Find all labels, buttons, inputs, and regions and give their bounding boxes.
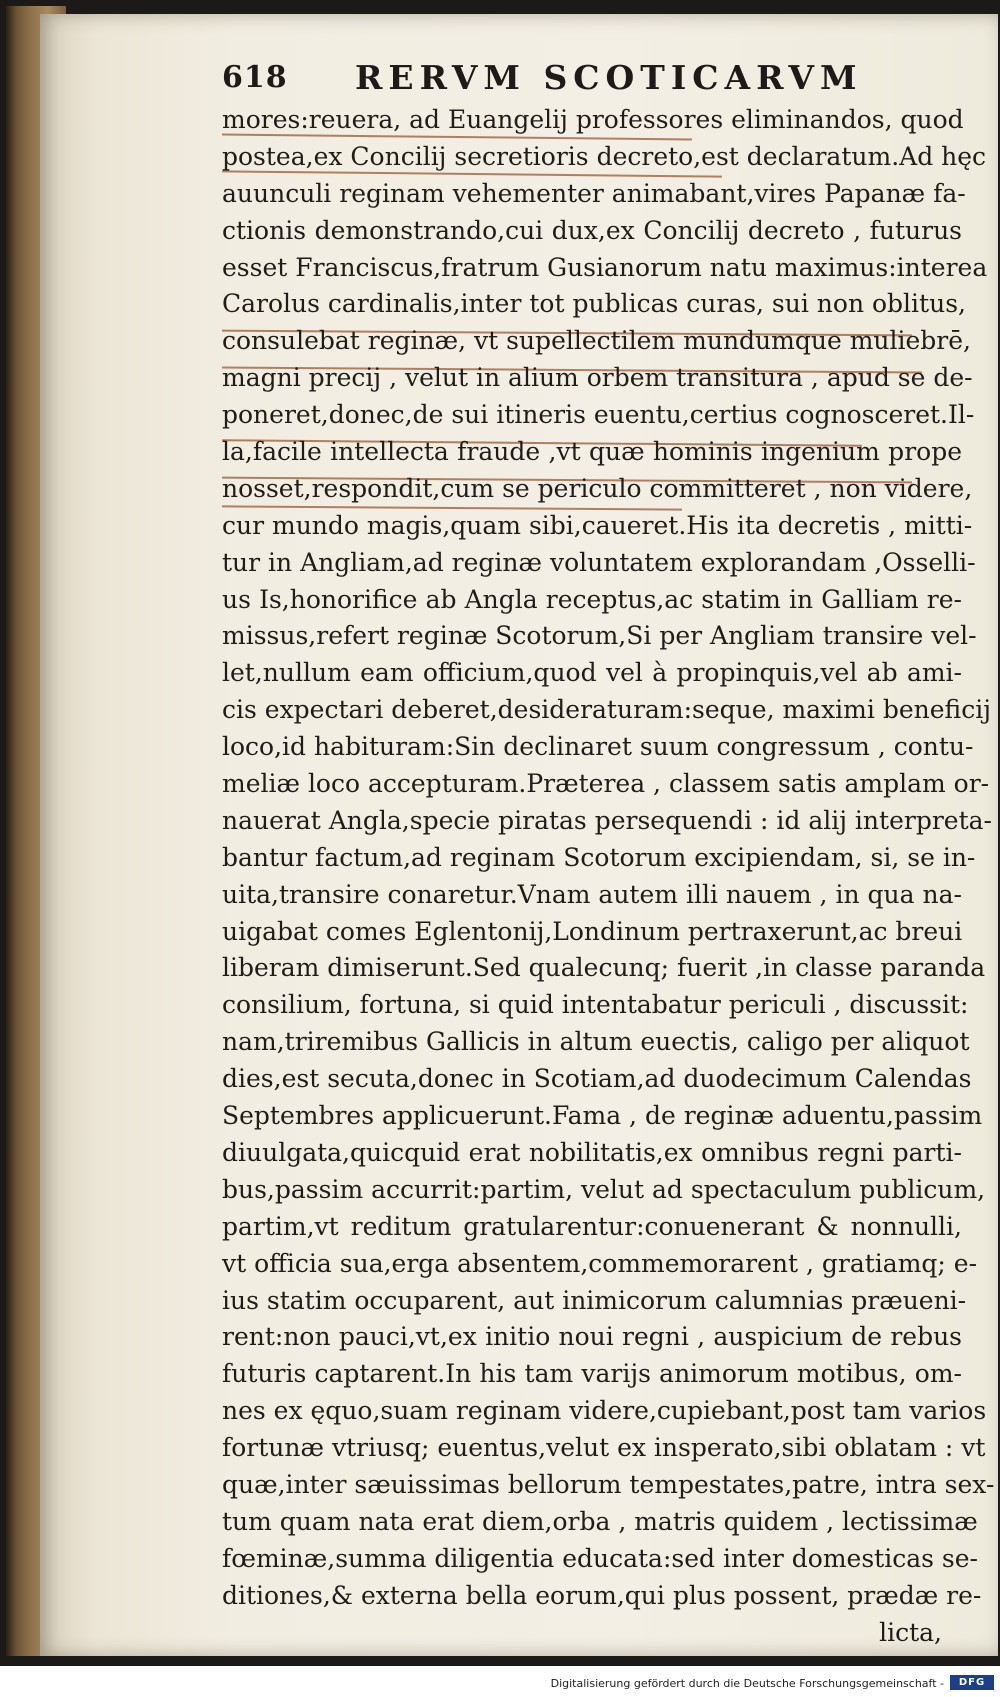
page-number: 618 [222,60,288,95]
text-line: let,nullum eam officium,quod vel à propinquis,vel ab ami- [222,658,962,688]
text-line: vt officia sua,erga absentem,commemorarent , gratiamq; e- [222,1248,978,1278]
text-line: bantur factum,ad reginam Scotorum excipiendam, si, se in- [222,842,976,872]
text-line: diuulgata,quicquid erat nobilitatis,ex omnibus regni parti- [222,1137,962,1167]
text-line: cur mundo magis,quam sibi,caueret.His ita decretis , mitti- [222,510,973,540]
body-text [222,102,995,1651]
text-line: cis expectari deberet,desideraturam:seque, maximi beneficij [222,695,991,725]
text-line: auunculi reginam vehementer animabant,vires Papanæ fa- [222,178,966,208]
text-line: nes ex ęquo,suam reginam videre,cupiebant,post tam varios [222,1396,987,1426]
text-line: ctionis demonstrando,cui dux,ex Concilij decreto , futurus [222,215,962,245]
text-line: consulebat reginæ, vt supellectilem mundumque muliebrē, [222,326,971,356]
text-line: bus,passim accurrit:partim, velut ad spectaculum publicum, [222,1174,986,1204]
text-line: liberam dimiserunt.Sed qualecunq; fuerit ,in classe paranda [222,953,986,983]
text-line: mores:reuera, ad Euangelij professores eliminandos, quod [222,105,964,134]
text-line: postea,ex Concilij secretioris decreto,est declaratum.Ad hęc [222,141,987,171]
text-line: nosset,respondit,cum se periculo committeret , non videre, [222,473,973,503]
text-line: ius statim occuparent, aut inimicorum calumnias præueni- [222,1285,967,1315]
text-line: fortunæ vtriusq; euentus,velut ex insperato,sibi oblatam : vt [222,1433,986,1463]
text-line: magni precij , velut in alium orbem transitura , apud se de- [222,363,973,393]
text-line: consilium, fortuna, si quid intentabatur periculi , discussit: [222,990,969,1020]
text-line: rent:non pauci,vt,ex initio noui regni , auspicium de rebus [222,1322,962,1352]
text-line: uigabat comes Eglentonij,Londinum pertraxerunt,ac breui [222,916,963,946]
text-line: Septembres applicuerunt.Fama , de reginæ aduentu,passim [222,1101,983,1131]
text-line: licta, [879,1617,942,1647]
text-line: us Is,honorifice ab Angla receptus,ac statim in Galliam re- [222,584,962,614]
dfg-logo: DFG [950,1675,994,1690]
text-line: missus,refert reginæ Scotorum,Si per Angliam transire vel- [222,621,977,651]
text-line: ditiones,& externa bella eorum,qui plus possent, prædæ re- [222,1580,982,1610]
text-line: fœminæ,summa diligentia educata:sed inter domesticas se- [222,1543,978,1573]
running-head: RERVM SCOTICARVM [355,58,863,97]
text-line: tur in Angliam,ad reginæ voluntatem explorandam ,Osselli- [222,547,976,577]
text-line: loco,id habituram:Sin declinaret suum congressum , contu- [222,732,974,762]
text-line: quæ,inter sæuissimas bellorum tempestates,patre, intra sex- [222,1469,995,1499]
text-line: uita,transire conaretur.Vnam autem illi nauem , in qua na- [222,879,962,909]
text-line: futuris captarent.In his tam varijs animorum motibus, om- [222,1359,962,1389]
text-line: nauerat Angla,specie piratas persequendi : id alij interpreta- [222,805,992,835]
text-line: dies,est secuta,donec in Scotiam,ad duodecimum Calendas [222,1064,972,1094]
text-line: esset Franciscus,fratrum Gusianorum natu maximus:interea [222,252,988,282]
text-line: la,facile intellecta fraude ,vt quæ hominis ingenium prope [222,437,962,467]
text-line: poneret,donec,de sui itineris euentu,certius cognosceret.Il- [222,400,975,430]
digitization-credit: Digitalisierung gefördert durch die Deutsche Forschungsgemeinschaft - [550,1677,944,1690]
text-line: Carolus cardinalis,inter tot publicas curas, sui non oblitus, [222,289,966,319]
text-line: nam,triremibus Gallicis in altum euectis, caligo per aliquot [222,1027,970,1057]
text-line: meliæ loco accepturam.Præterea , classem satis amplam or- [222,769,990,799]
text-line: tum quam nata erat diem,orba , matris quidem , lectissimæ [222,1506,978,1536]
text-line: partim,vt reditum gratularentur:conuenerant & nonnulli, [222,1211,962,1241]
